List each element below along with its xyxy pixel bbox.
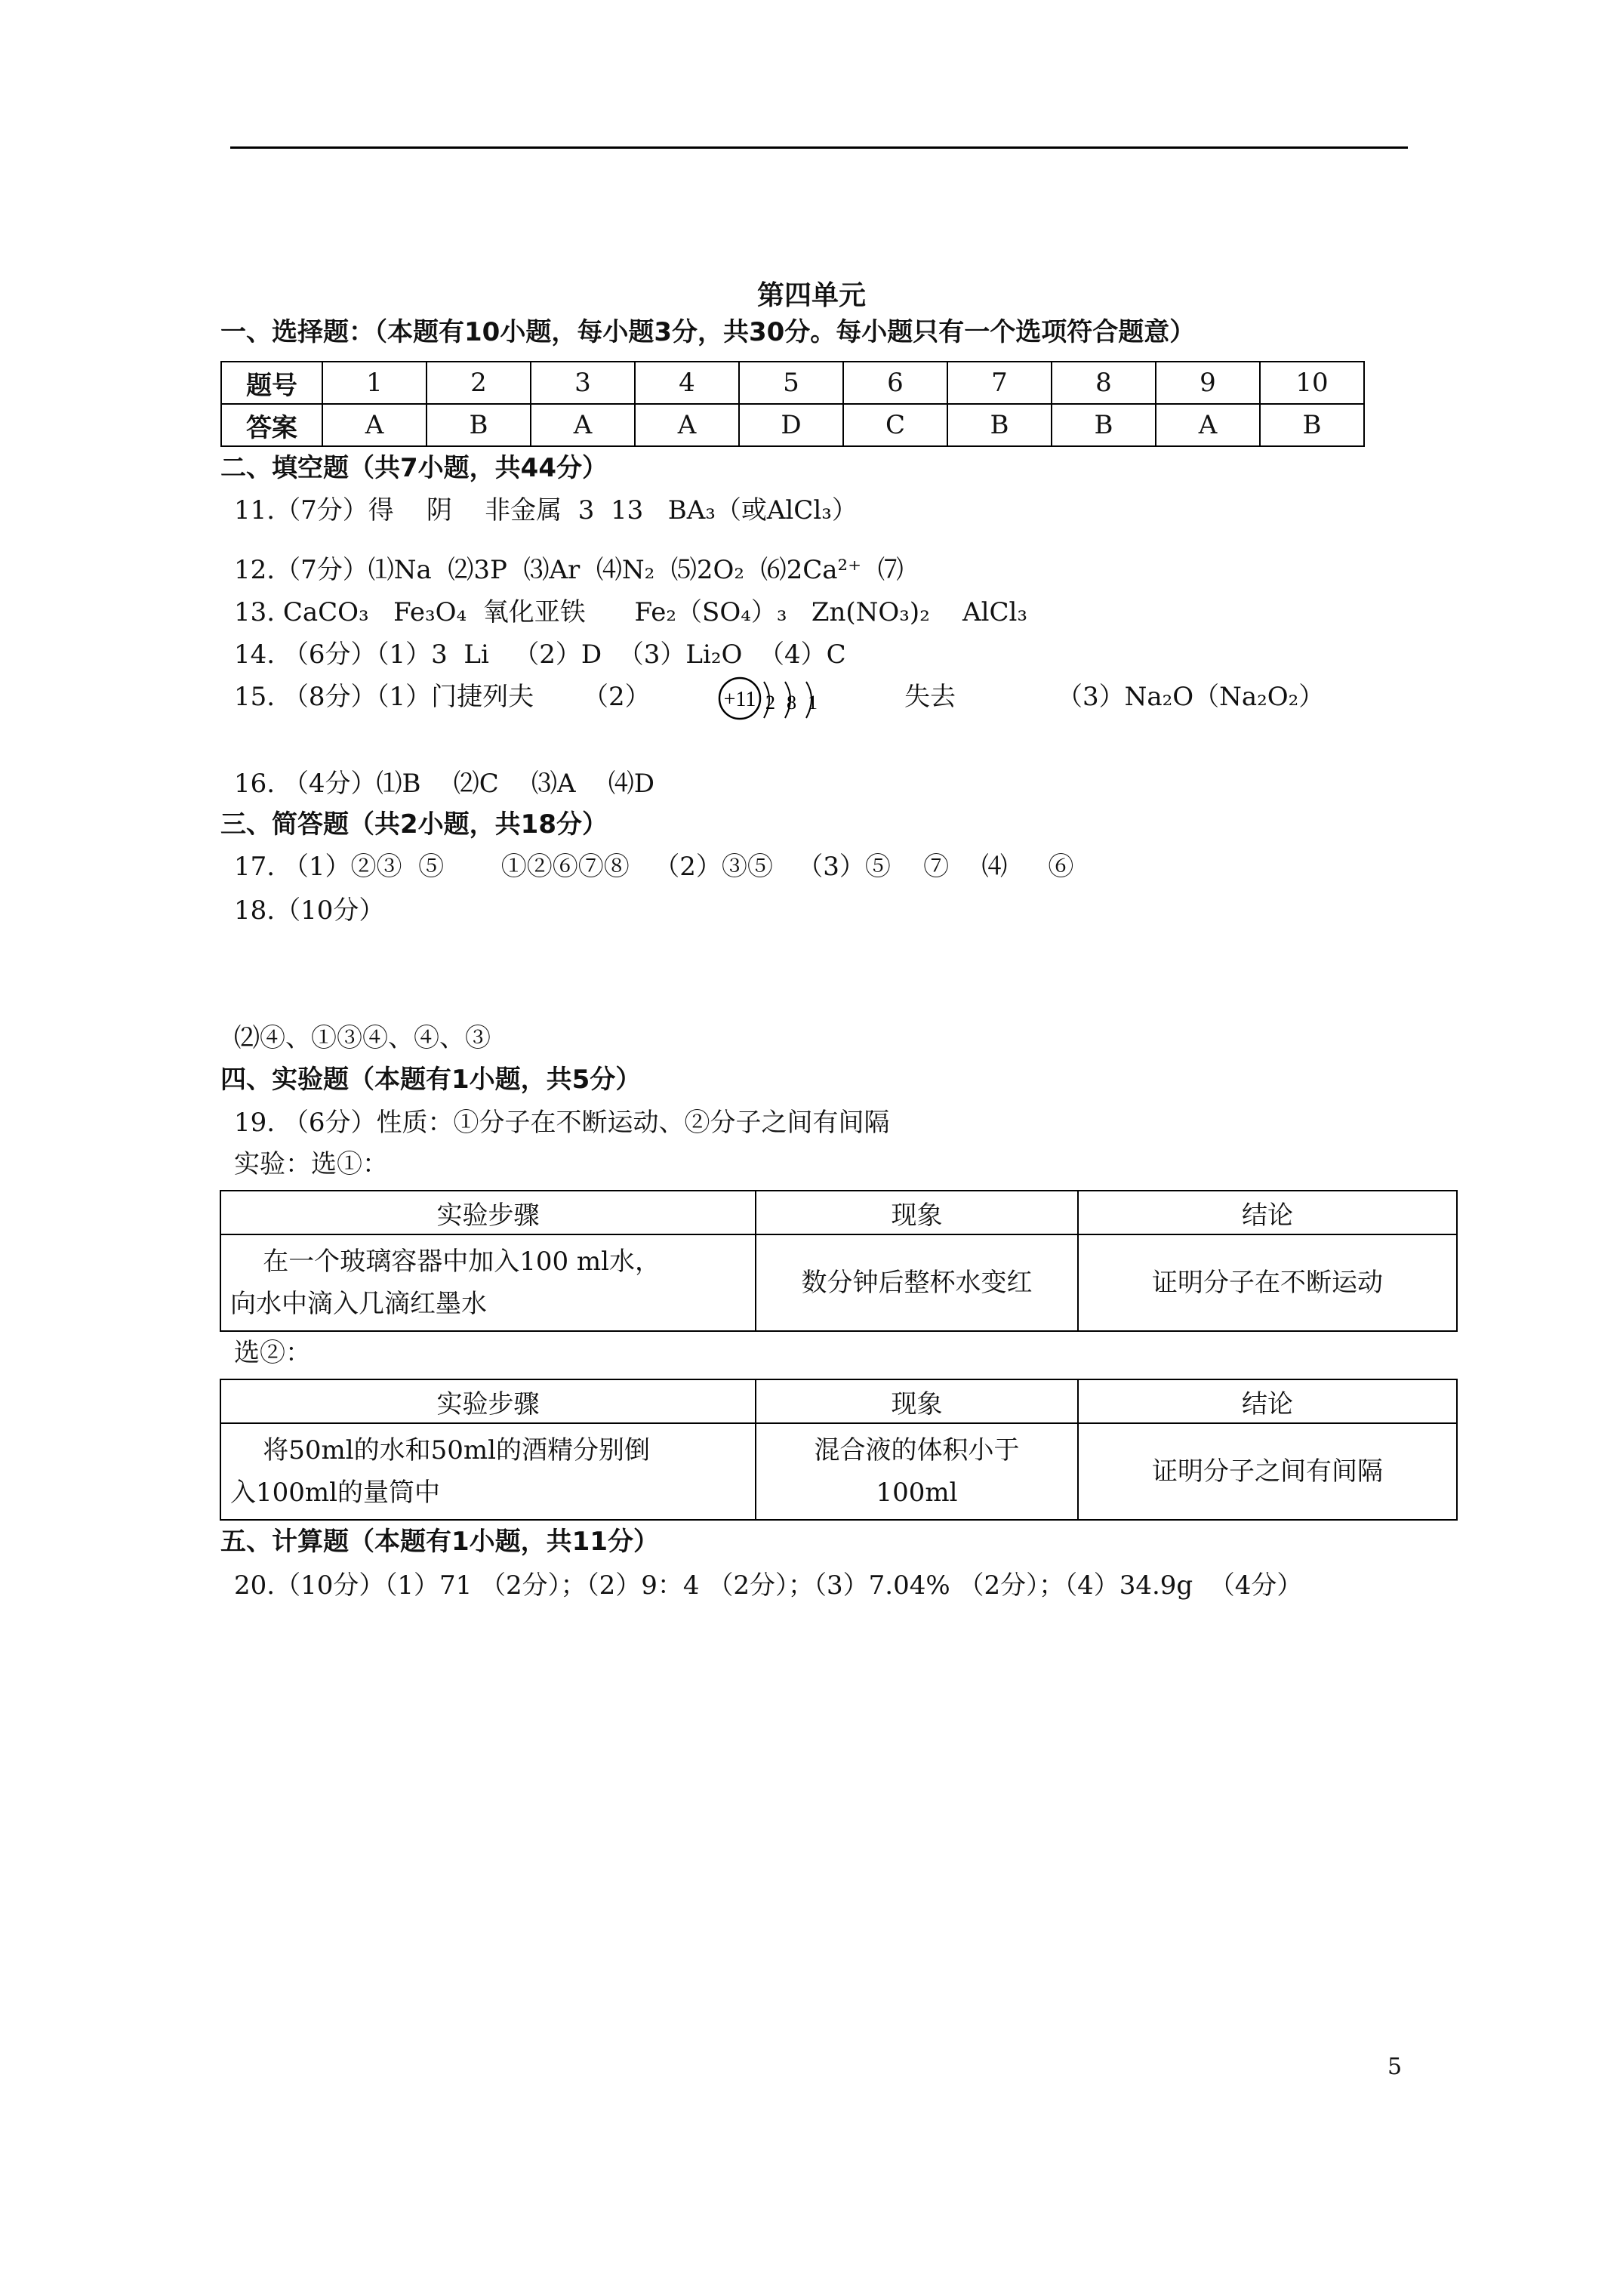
answer-q20: 20.（10分）（1）71 （2分）；（2）9：4 （2分）；（3）7.04% （2分）；（4）34.9g （4分）	[234, 1570, 1303, 1601]
phenomenon-line: 100ml	[876, 1478, 958, 1508]
sodium-atom-structure-diagram	[717, 676, 853, 729]
question-number: 4	[635, 362, 739, 404]
question-number: 1	[322, 362, 427, 404]
section-2-heading: 二、填空题（共7小题，共44分）	[220, 453, 608, 483]
section-3-heading: 三、简答题（共2小题，共18分）	[220, 809, 608, 840]
experiment-2-table	[220, 1379, 1458, 1521]
header-phenomenon: 现象	[756, 1191, 1078, 1234]
header-rule	[230, 146, 1408, 149]
answer-row	[221, 404, 1364, 446]
section-5-heading: 五、计算题（本题有1小题，共11分）	[220, 1527, 659, 1557]
question-number: 10	[1260, 362, 1364, 404]
answer-q13: 13. CaCO₃ Fe₃O₄ 氧化亚铁 Fe₂（SO₄）₃ Zn(NO₃)₂ AlCl₃	[234, 597, 1027, 627]
page-number: 5	[1387, 2054, 1403, 2080]
experiment-conclusion: 证明分子在不断运动	[1078, 1234, 1457, 1331]
shell-electron-count: 8	[787, 692, 796, 713]
answer-cell: D	[739, 404, 843, 446]
answer-q17: 17. （1）②③ ⑤ ①②⑥⑦⑧ （2）③⑤ （3）⑤ ⑦ ⑷ ⑥	[234, 852, 1074, 882]
section-1-heading: 一、选择题：（本题有10小题，每小题3分，共30分。每小题只有一个选项符合题意）	[220, 317, 1196, 347]
question-number: 8	[1052, 362, 1156, 404]
experiment-step	[220, 1423, 756, 1520]
table-row	[220, 1234, 1457, 1331]
answer-q11: 11.（7分）得 阴 非金属 3 13 BA₃（或AlCl₃）	[234, 495, 858, 525]
table-header-row	[220, 1379, 1457, 1423]
step-line: 将50ml的水和50ml的酒精分别倒	[230, 1435, 650, 1465]
answer-q15-lead: 15. （8分）（1）门捷列夫 （2）	[234, 682, 651, 712]
answer-q18: 18.（10分）	[234, 895, 385, 926]
step-line: 向水中滴入几滴红墨水	[230, 1289, 487, 1319]
answer-cell: A	[1156, 404, 1260, 446]
header-conclusion: 结论	[1078, 1379, 1457, 1423]
answer-q15-part3: （3）Na₂O（Na₂O₂）	[1057, 682, 1325, 712]
phenomenon-line: 混合液的体积小于	[814, 1435, 1020, 1465]
answer-cell: A	[531, 404, 635, 446]
answer-cell: A	[322, 404, 427, 446]
answer-q14: 14. （6分）（1）3 Li （2）D （3）Li₂O （4）C	[234, 639, 846, 670]
step-line: 入100ml的量筒中	[230, 1478, 441, 1508]
table-header-row	[220, 1191, 1457, 1234]
question-number: 3	[531, 362, 635, 404]
experiment-step	[220, 1234, 756, 1331]
section-4-heading: 四、实验题（本题有1小题，共5分）	[220, 1065, 642, 1095]
experiment-conclusion: 证明分子之间有间隔	[1078, 1423, 1457, 1520]
question-number: 2	[427, 362, 531, 404]
answer-cell: A	[635, 404, 739, 446]
question-number: 6	[843, 362, 947, 404]
header-steps: 实验步骤	[220, 1379, 756, 1423]
question-number: 7	[947, 362, 1052, 404]
answer-q12: 12.（7分）⑴Na ⑵3P ⑶Ar ⑷N₂ ⑸2O₂ ⑹2Ca²⁺ ⑺	[234, 555, 904, 585]
answer-q19: 19. （6分）性质：①分子在不断运动、②分子之间有间隔	[234, 1108, 890, 1138]
row-label-answer: 答案	[221, 404, 322, 446]
question-number: 9	[1156, 362, 1260, 404]
experiment-2-label: 选②：	[234, 1338, 311, 1368]
experiment-1-label: 实验：选①：	[234, 1149, 388, 1179]
answer-q18-part2: ⑵④、①③④、④、③	[234, 1023, 491, 1053]
row-label-number: 题号	[221, 362, 322, 404]
question-number-row	[221, 362, 1364, 404]
step-line: 在一个玻璃容器中加入100 ml水，	[230, 1247, 661, 1277]
answer-q15-lose: 失去	[904, 682, 956, 712]
answer-cell: C	[843, 404, 947, 446]
answer-cell: B	[1260, 404, 1364, 446]
answer-cell: B	[427, 404, 531, 446]
experiment-1-table	[220, 1190, 1458, 1332]
answer-cell: B	[947, 404, 1052, 446]
header-phenomenon: 现象	[756, 1379, 1078, 1423]
nucleus-charge: +11	[723, 688, 756, 711]
experiment-phenomenon: 数分钟后整杯水变红	[756, 1234, 1078, 1331]
shell-electron-count: 1	[808, 692, 818, 713]
question-number: 5	[739, 362, 843, 404]
header-conclusion: 结论	[1078, 1191, 1457, 1234]
multiple-choice-answer-table	[220, 361, 1365, 447]
answer-q16: 16. （4分）⑴B ⑵C ⑶A ⑷D	[234, 769, 655, 799]
shell-electron-count: 2	[765, 692, 775, 713]
header-steps: 实验步骤	[220, 1191, 756, 1234]
answer-cell: B	[1052, 404, 1156, 446]
table-row	[220, 1423, 1457, 1520]
unit-title: 第四单元	[756, 279, 866, 311]
experiment-phenomenon	[756, 1423, 1078, 1520]
